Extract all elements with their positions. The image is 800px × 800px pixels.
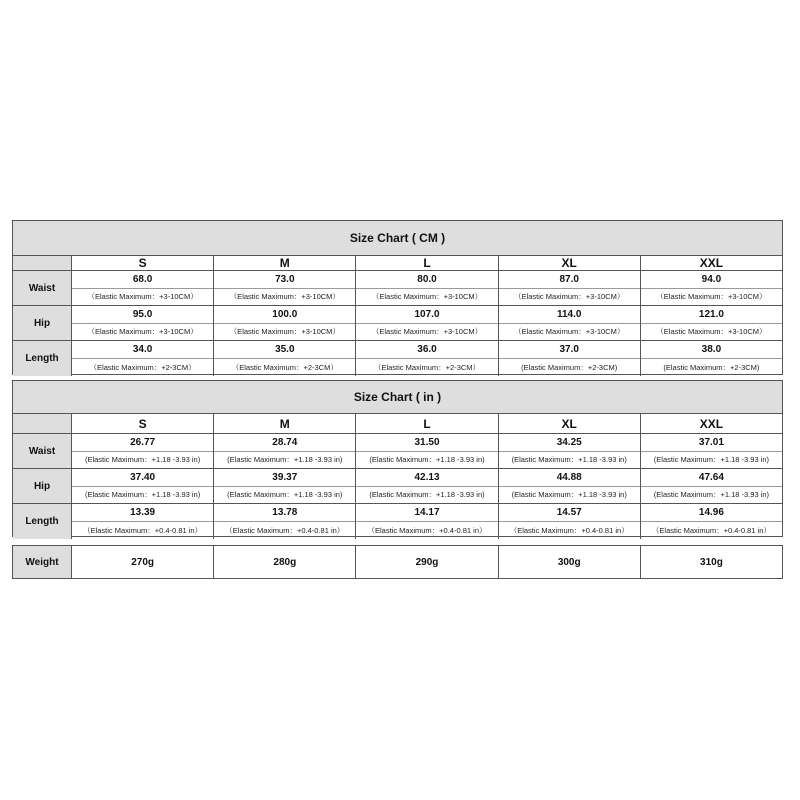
row-label-waist: Waist	[13, 271, 72, 305]
cell-value: 68.0	[72, 271, 213, 289]
cell-note: (Elastic Maximum：+1.18 -3.93 in)	[227, 490, 343, 500]
table-cell	[214, 271, 356, 305]
table-cell	[499, 341, 641, 376]
cell-value: 95.0	[72, 306, 213, 324]
table-cell	[356, 434, 498, 468]
table-cell	[641, 434, 782, 468]
in-length-row	[13, 504, 782, 539]
table-cell	[499, 306, 641, 340]
cell-note: (Elastic Maximum：+1.18 -3.93 in)	[511, 490, 627, 500]
table-cell	[72, 469, 214, 503]
size-header-row	[13, 256, 782, 271]
weight-cell: 300g	[499, 546, 641, 578]
cell-note: (Elastic Maximum：+1.18 -3.93 in)	[511, 455, 627, 465]
table-cell	[641, 341, 782, 376]
cell-value: 14.17	[356, 504, 497, 522]
cell-note: （Elastic Maximum：+3-10CM）	[87, 327, 198, 337]
in-waist-row	[13, 434, 782, 469]
cell-value: 37.0	[499, 341, 640, 359]
size-header-s: S	[72, 414, 214, 433]
size-header-m: M	[214, 414, 356, 433]
size-chart-cm-title: Size Chart ( CM )	[13, 221, 782, 256]
table-cell	[72, 434, 214, 468]
size-header-l: L	[356, 256, 498, 270]
cell-note: （Elastic Maximum：+0.4-0.81 in）	[509, 526, 629, 535]
cell-value: 13.39	[72, 504, 213, 522]
table-cell	[214, 306, 356, 340]
row-label-length: Length	[13, 504, 72, 539]
table-cell	[499, 271, 641, 305]
size-header-s: S	[72, 256, 214, 270]
row-label-hip: Hip	[13, 469, 72, 503]
row-label-weight: Weight	[13, 546, 72, 578]
table-cell	[72, 504, 214, 539]
cell-value: 13.78	[214, 504, 355, 522]
cell-note: （Elastic Maximum：+2-3CM）	[89, 363, 196, 372]
cell-note: (Elastic Maximum：+1.18 -3.93 in)	[653, 490, 770, 500]
cell-note: (Elastic Maximum：+1.18 -3.93 in)	[653, 455, 770, 465]
cell-value: 26.77	[72, 434, 213, 452]
cell-value: 34.0	[72, 341, 213, 359]
cell-note: (Elastic Maximum：+1.18 -3.93 in)	[369, 490, 485, 500]
weight-cell: 290g	[356, 546, 498, 578]
table-cell	[641, 469, 782, 503]
table-cell	[356, 504, 498, 539]
table-cell	[641, 504, 782, 539]
cell-value: 39.37	[214, 469, 355, 487]
cell-value: 38.0	[641, 341, 782, 359]
cell-note: （Elastic Maximum：+0.4-0.81 in）	[651, 526, 771, 535]
table-cell	[72, 271, 214, 305]
cell-note: （Elastic Maximum：+0.4-0.81 in）	[367, 526, 487, 535]
size-header-m: M	[214, 256, 356, 270]
cell-value: 42.13	[356, 469, 497, 487]
cell-note: （Elastic Maximum：+3-10CM）	[514, 292, 625, 302]
size-header-row	[13, 414, 782, 434]
table-cell	[356, 469, 498, 503]
size-header-xxl: XXL	[699, 256, 724, 270]
size-chart-in-table	[12, 380, 783, 537]
table-cell	[356, 341, 498, 376]
weight-row	[13, 546, 782, 578]
header-corner-cell	[13, 414, 72, 433]
cm-length-row	[13, 341, 782, 376]
size-chart-in-title: Size Chart ( in )	[13, 381, 782, 414]
cell-value: 87.0	[499, 271, 640, 289]
table-cell	[499, 504, 641, 539]
cm-hip-row	[13, 306, 782, 341]
cell-value: 28.74	[214, 434, 355, 452]
cell-note: (Elastic Maximum：+2-3CM)	[663, 363, 760, 372]
table-cell	[214, 434, 356, 468]
table-cell	[214, 504, 356, 539]
header-corner-cell	[13, 256, 72, 270]
row-label-hip: Hip	[13, 306, 72, 340]
weight-cell: 310g	[700, 556, 723, 568]
cell-note: （Elastic Maximum：+0.4-0.81 in）	[225, 526, 345, 535]
cell-note: （Elastic Maximum：+2-3CM）	[373, 363, 481, 372]
size-chart-cm-table	[12, 220, 783, 375]
weight-cell: 280g	[214, 546, 356, 578]
cell-value: 34.25	[499, 434, 640, 452]
cell-value: 94.0	[641, 271, 782, 289]
cell-value: 80.0	[356, 271, 497, 289]
table-cell	[499, 469, 641, 503]
table-cell	[356, 306, 498, 340]
cell-note: （Elastic Maximum：+3-10CM）	[656, 327, 767, 337]
cell-note: （Elastic Maximum：+3-10CM）	[87, 292, 198, 302]
cm-waist-row	[13, 271, 782, 306]
table-cell	[214, 341, 356, 376]
cell-value: 37.01	[641, 434, 782, 452]
cell-value: 73.0	[214, 271, 355, 289]
cell-note: （Elastic Maximum：+3-10CM）	[371, 292, 483, 302]
cell-value: 107.0	[356, 306, 497, 324]
cell-value: 36.0	[356, 341, 497, 359]
in-hip-row	[13, 469, 782, 504]
cell-note: （Elastic Maximum：+2-3CM）	[231, 363, 338, 372]
weight-cell: 270g	[72, 546, 214, 578]
size-header-xxl: XXL	[699, 416, 724, 431]
table-cell	[641, 271, 782, 305]
row-label-length: Length	[13, 341, 72, 376]
cell-value: 47.64	[641, 469, 782, 487]
cell-value: 44.88	[499, 469, 640, 487]
table-cell	[72, 306, 214, 340]
cell-note: (Elastic Maximum：+1.18 -3.93 in)	[84, 490, 201, 500]
cell-value: 100.0	[214, 306, 355, 324]
size-header-xl: XL	[499, 414, 641, 433]
cell-note: （Elastic Maximum：+0.4-0.81 in）	[83, 526, 203, 535]
cell-value: 121.0	[641, 306, 782, 324]
cell-note: (Elastic Maximum：+1.18 -3.93 in)	[369, 455, 485, 465]
table-cell	[499, 434, 641, 468]
cell-note: （Elastic Maximum：+3-10CM）	[229, 292, 340, 302]
table-cell	[72, 341, 214, 376]
cell-value: 14.96	[641, 504, 782, 522]
cell-value: 114.0	[499, 306, 640, 324]
cell-value: 35.0	[214, 341, 355, 359]
cell-note: （Elastic Maximum：+3-10CM）	[229, 327, 340, 337]
size-header-xl: XL	[499, 256, 641, 270]
cell-note: (Elastic Maximum：+1.18 -3.93 in)	[227, 455, 343, 465]
table-cell	[641, 306, 782, 340]
row-label-waist: Waist	[13, 434, 72, 468]
cell-value: 31.50	[356, 434, 497, 452]
size-header-l: L	[356, 414, 498, 433]
cell-note: （Elastic Maximum：+3-10CM）	[514, 327, 625, 337]
table-cell	[214, 469, 356, 503]
cell-value: 37.40	[72, 469, 213, 487]
table-cell	[356, 271, 498, 305]
cell-value: 14.57	[499, 504, 640, 522]
weight-table	[12, 545, 783, 579]
cell-note: (Elastic Maximum：+1.18 -3.93 in)	[84, 455, 201, 465]
cell-note: （Elastic Maximum：+3-10CM）	[656, 292, 767, 302]
cell-note: （Elastic Maximum：+3-10CM）	[371, 327, 483, 337]
cell-note: (Elastic Maximum：+2-3CM)	[521, 363, 618, 372]
